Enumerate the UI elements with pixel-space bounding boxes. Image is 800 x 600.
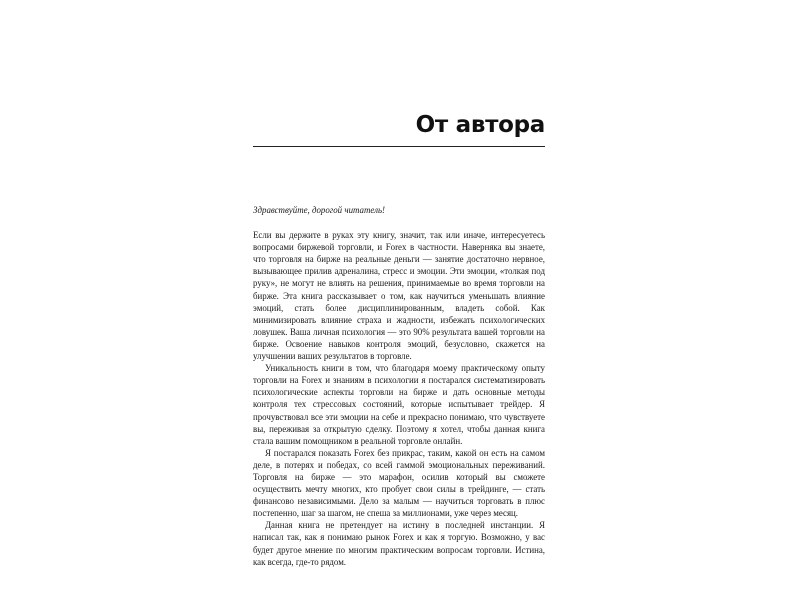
greeting: Здравствуйте, дорогой читатель!: [253, 205, 385, 215]
title-divider: [253, 146, 545, 147]
paragraph-2: Уникальность книги в том, что благодаря моему практическому опыту торговли на Forex и знаниям в психологии я постарался систематизировать психологические аспекты торговли на бирже и дать основные методы контроля тех стрессовых состояний, которые испытывает трейдер. Я прочувствовал все эти эмоции на себе и прекрасно понимаю, что чувствуете вы, переживая за открытую сделку. Поэтому я хотел, чтобы данная книга стала вашим помощником в реальной торговле онлайн.: [253, 363, 545, 446]
paragraph-1: Если вы держите в руках эту книгу, значит, так или иначе, интересуетесь вопросами биржевой торговли, и Forex в частности. Наверняка вы знаете, что торговля на бирже на реальные деньги — занятие достаточно нервное, вызывающее прилив адреналина, стресс и эмоции. Эти эмоции, «толкая под руку», не могут не влиять на решения, принимаемые во время торговли на бирже. Эта книга рассказывает о том, как научиться уменьшать влияние эмоций, стать более дисциплинированным, владеть собой. Как минимизировать влияние страха и жадности, избежать психологических ловушек. Ваша личная психология — это 90% результата вашей торговли на бирже. Освоение навыков контроля эмоций, безусловно, скажется на улучшении ваших результатов в торговле.: [253, 230, 545, 362]
body-text: [253, 204, 545, 568]
paragraph-4: Данная книга не претендует на истину в последней инстанции. Я написал так, как я понимаю рынок Forex и как я торгую. Возможно, у вас будет другое мнение по многим практическим вопросам торговли. Истина, как всегда, где-то рядом.: [253, 520, 545, 567]
paragraph-3: Я постарался показать Forex без прикрас, таким, какой он есть на самом деле, в потерях и победах, со всей гаммой эмоциональных переживаний. Торговля на бирже — это марафон, осилив который вы сможете осуществить мечту многих, кто пробует свои силы в трейдинге, — стать финансово независимыми. Дело за малым — научиться торговать в плюс постепенно, шаг за шагом, не спеша за миллионами, уже через месяц.: [253, 447, 545, 519]
chapter-title: От автора: [415, 112, 545, 138]
